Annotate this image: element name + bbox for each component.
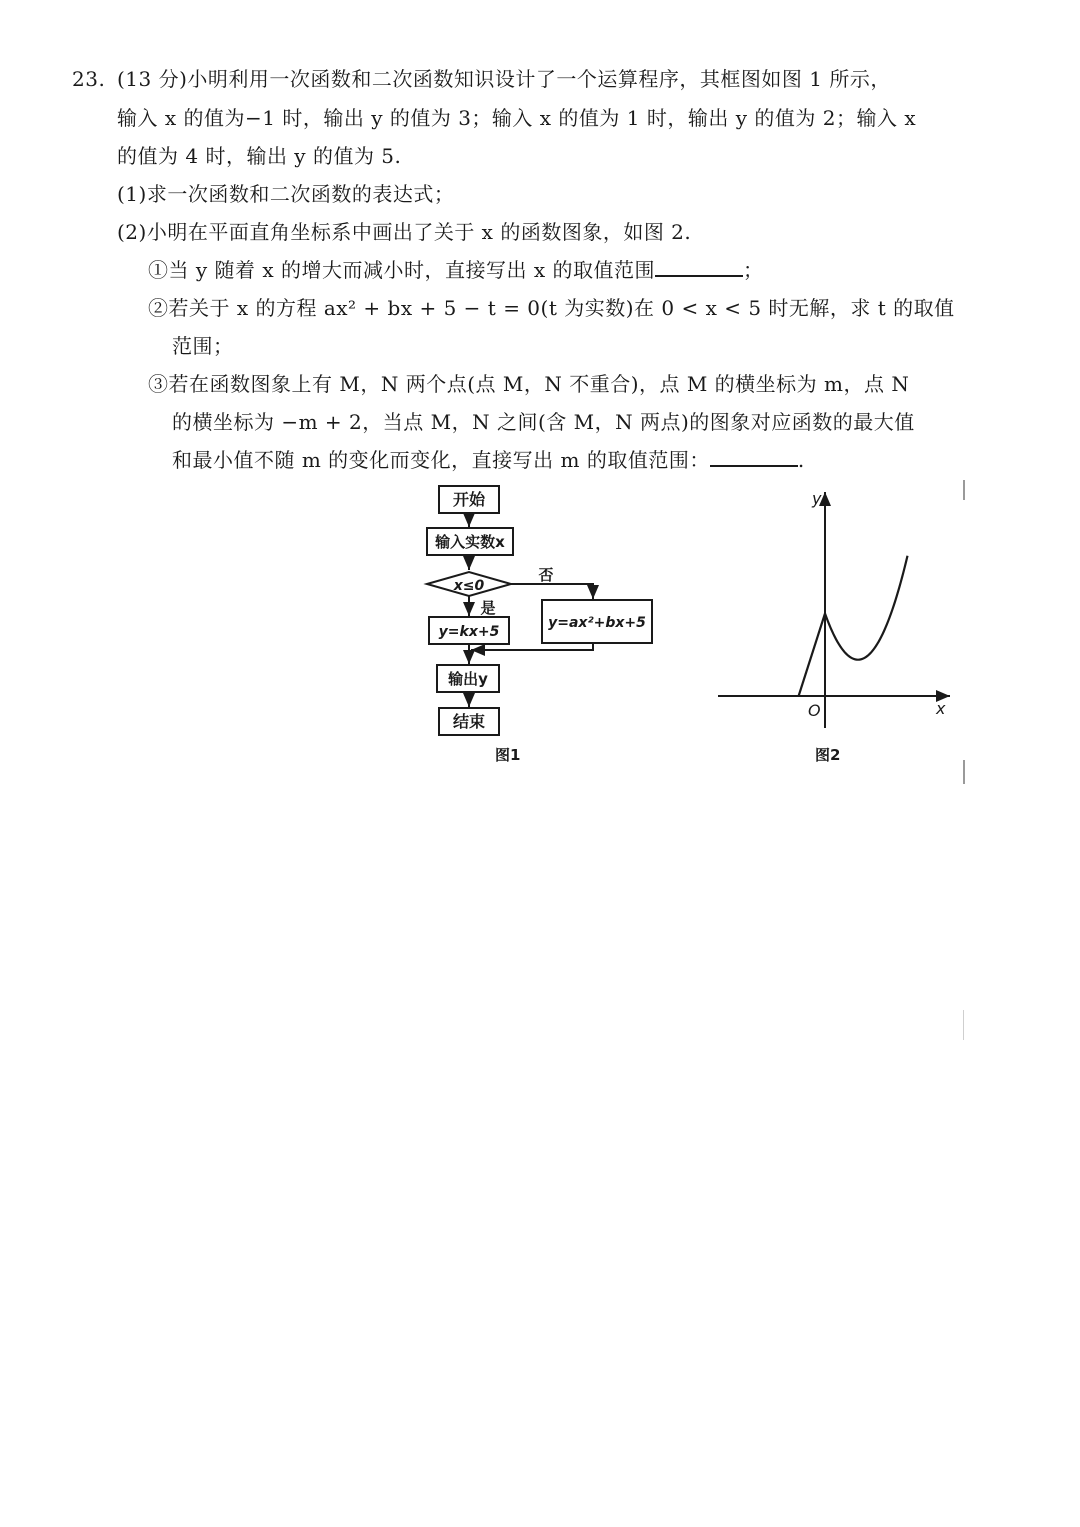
- question-3-line-3: [172, 447, 805, 473]
- question-3-line-1: ③若在函数图象上有 M，N 两个点(点 M，N 不重合)，点 M 的横坐标为 m，点 N: [148, 372, 910, 396]
- question-3-line-2: 的横坐标为 −m + 2，当点 M，N 之间(含 M，N 两点)的图象对应函数的最大值: [172, 410, 915, 434]
- flow-output-label: 输出y: [448, 670, 488, 688]
- problem-line-2: 输入 x 的值为−1 时，输出 y 的值为 3；输入 x 的值为 1 时，输出 y 的值为 2；输入 x: [117, 106, 917, 130]
- linear-piece-curve: [799, 614, 825, 697]
- flow-linear-label: y=kx+5: [438, 624, 500, 640]
- quadratic-piece-curve: [825, 556, 908, 660]
- flow-input-label: 输入实数x: [435, 533, 505, 551]
- problem-line-3: 的值为 4 时，输出 y 的值为 5.: [117, 144, 402, 168]
- question-1-end: ；: [743, 258, 764, 282]
- function-graph: [712, 478, 962, 746]
- question-1-text: ①当 y 随着 x 的增大而减小时，直接写出 x 的取值范围: [148, 258, 656, 282]
- answer-blank-1[interactable]: [655, 257, 743, 277]
- y-axis-label: y: [812, 489, 822, 508]
- problem-number: 23.: [72, 67, 106, 91]
- part-1: (1)求一次函数和二次函数的表达式；: [117, 182, 455, 206]
- x-axis-label: x: [936, 699, 946, 718]
- flow-yes-label: 是: [480, 599, 496, 617]
- flow-quadratic-label: y=ax²+bx+5: [548, 615, 646, 631]
- flow-condition-label: x≤0: [453, 578, 485, 594]
- scan-edge-mark: [963, 760, 965, 784]
- question-2-line-2: 范围；: [172, 334, 234, 358]
- flow-end-label: 结束: [452, 712, 486, 731]
- problem-line-1: (13 分)小明利用一次函数和二次函数知识设计了一个运算程序，其框图如图 1 所示，: [117, 67, 891, 91]
- part-2: (2)小明在平面直角坐标系中画出了关于 x 的函数图象，如图 2.: [117, 220, 692, 244]
- flow-start-label: 开始: [452, 490, 486, 509]
- answer-blank-3[interactable]: [710, 447, 798, 467]
- flow-no-label: 否: [538, 566, 554, 584]
- flowchart-figure: [415, 478, 675, 746]
- scan-edge-mark: [963, 480, 965, 500]
- question-3-end: .: [797, 448, 805, 472]
- question-1: [148, 257, 764, 283]
- question-3-text: 和最小值不随 m 的变化而变化，直接写出 m 的取值范围：: [172, 448, 710, 472]
- question-2-line-1: ②若关于 x 的方程 ax² + bx + 5 − t = 0(t 为实数)在 0 < x < 5 时无解，求 t 的取值: [148, 296, 955, 320]
- figure-2-caption: 图2: [815, 746, 841, 764]
- figure-1-caption: 图1: [495, 746, 521, 764]
- scan-edge-mark: [963, 1010, 964, 1040]
- origin-label: O: [808, 701, 821, 720]
